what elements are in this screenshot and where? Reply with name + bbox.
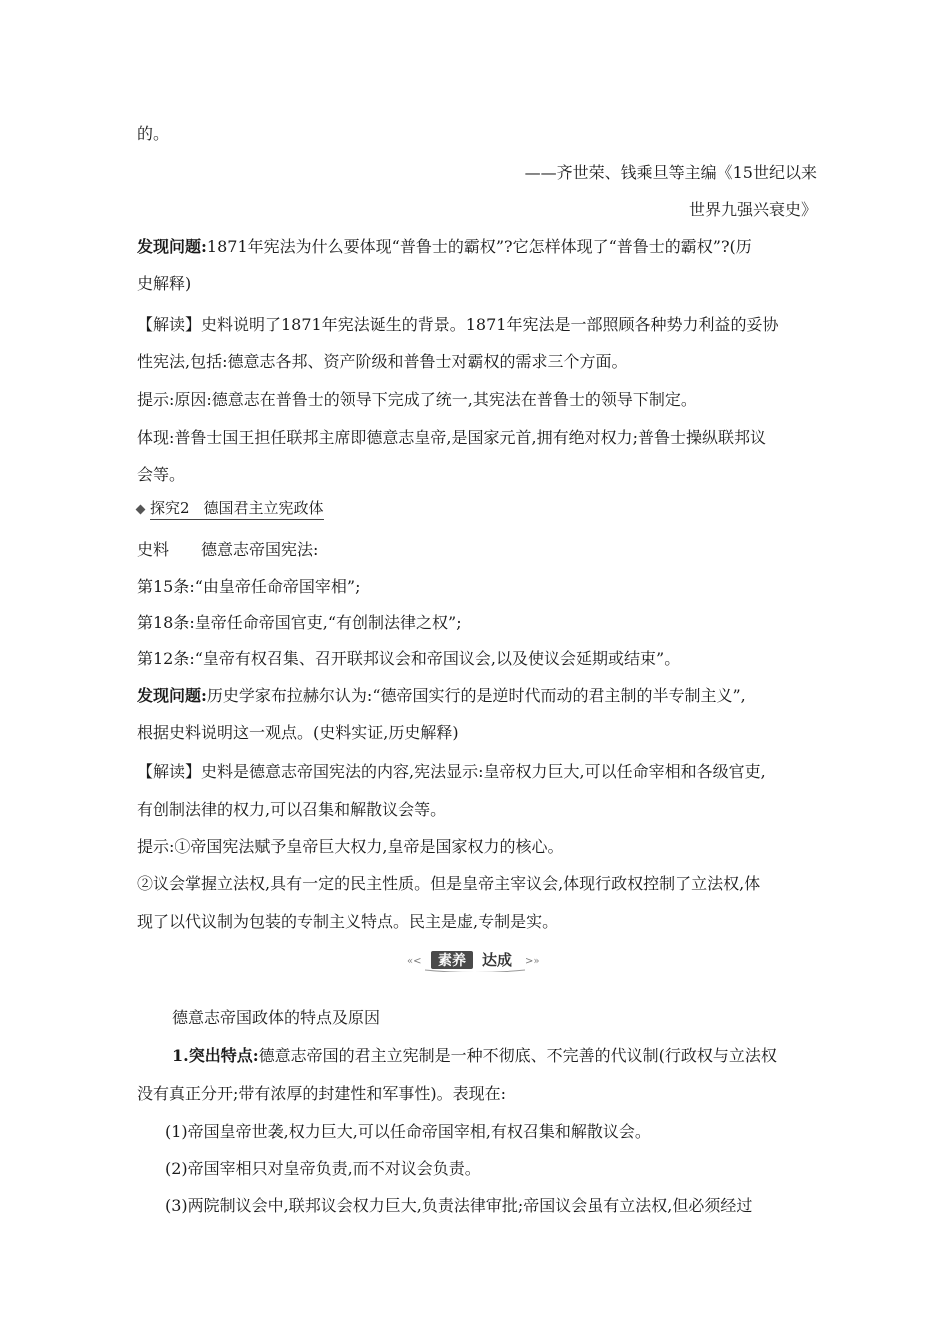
- feature-line: [172, 1046, 852, 1066]
- paragraph-line: 的。: [137, 124, 170, 143]
- list-item: (1)帝国皇帝世袭,权力巨大,可以任命帝国宰相,有权召集和解散议会。: [165, 1122, 651, 1141]
- citation-line: 世界九强兴衰史》: [688, 200, 817, 219]
- paragraph-line: 体现:普鲁士国王担任联邦主席即德意志皇帝,是国家元首,拥有绝对权力;普鲁士操纵联邦议: [137, 428, 766, 447]
- section-number: 探究2: [150, 499, 190, 517]
- paragraph-line: ②议会掌握立法权,具有一定的民主性质。但是皇帝主宰议会,体现行政权控制了立法权,体: [137, 874, 761, 893]
- paragraph-line: 史料 德意志帝国宪法:: [137, 540, 319, 559]
- section-title: 德国君主立宪政体: [203, 499, 324, 517]
- paragraph-line: 会等。: [137, 465, 186, 484]
- banner-label-b: 达成: [481, 951, 513, 969]
- paragraph-line: 史解释): [137, 274, 192, 293]
- paragraph-line: 德意志帝国政体的特点及原因: [172, 1008, 381, 1027]
- paragraph-line: 根据史料说明这一观点。(史料实证,历史解释): [137, 723, 459, 742]
- diamond-bullet-icon: [136, 504, 146, 514]
- feature-label: 1.突出特点:: [172, 1046, 259, 1065]
- paragraph-line: 第12条:“皇帝有权召集、召开联邦议会和帝国议会,以及使议会延期或结束”。: [137, 649, 681, 668]
- paragraph-line: 性宪法,包括:德意志各邦、资产阶级和普鲁士对霸权的需求三个方面。: [137, 352, 628, 371]
- section-banner: [405, 948, 545, 972]
- banner-label-a: 素养: [438, 953, 466, 969]
- question-line: [137, 686, 817, 706]
- banner-left-arrows: «<: [407, 956, 422, 967]
- paragraph-line: 没有真正分开;带有浓厚的封建性和军事性)。表现在:: [137, 1084, 507, 1103]
- banner-graphic: [405, 948, 545, 972]
- question-text: 1871年宪法为什么要体现“普鲁士的霸权”?它怎样体现了“普鲁士的霸权”?(历: [206, 237, 752, 256]
- paragraph-line: 【解读】史料说明了1871年宪法诞生的背景。1871年宪法是一部照顾各种势力利益的妥协: [137, 315, 779, 334]
- paragraph-line: 有创制法律的权力,可以召集和解散议会等。: [137, 800, 447, 819]
- feature-text: 德意志帝国的君主立宪制是一种不彻底、不完善的代议制(行政权与立法权: [258, 1046, 777, 1065]
- paragraph-line: 第15条:“由皇帝任命帝国宰相”;: [137, 577, 361, 596]
- paragraph-line: 【解读】史料是德意志帝国宪法的内容,宪法显示:皇帝权力巨大,可以任命宰相和各级官吏,: [137, 762, 766, 781]
- question-label: 发现问题:: [137, 686, 207, 705]
- paragraph-line: 提示:①帝国宪法赋予皇帝巨大权力,皇帝是国家权力的核心。: [137, 837, 564, 856]
- citation-line: ——齐世荣、钱乘旦等主编《15世纪以来: [524, 163, 817, 182]
- paragraph-line: 第18条:皇帝任命帝国官吏,“有创制法律之权”;: [137, 613, 462, 632]
- list-item: (2)帝国宰相只对皇帝负责,而不对议会负责。: [165, 1159, 481, 1178]
- paragraph-line: 现了以代议制为包装的专制主义特点。民主是虚,专制是实。: [137, 912, 559, 931]
- question-label: 发现问题:: [137, 237, 207, 256]
- banner-swoosh: [425, 970, 525, 972]
- banner-right-arrows: >»: [525, 956, 540, 967]
- question-text: 历史学家布拉赫尔认为:“德帝国实行的是逆时代而动的君主制的半专制主义”,: [206, 686, 746, 705]
- question-line: [137, 237, 817, 257]
- paragraph-line: 提示:原因:德意志在普鲁士的领导下完成了统一,其宪法在普鲁士的领导下制定。: [137, 390, 697, 409]
- section-heading: [137, 498, 324, 520]
- list-item: (3)两院制议会中,联邦议会权力巨大,负责法律审批;帝国议会虽有立法权,但必须经过: [165, 1196, 753, 1215]
